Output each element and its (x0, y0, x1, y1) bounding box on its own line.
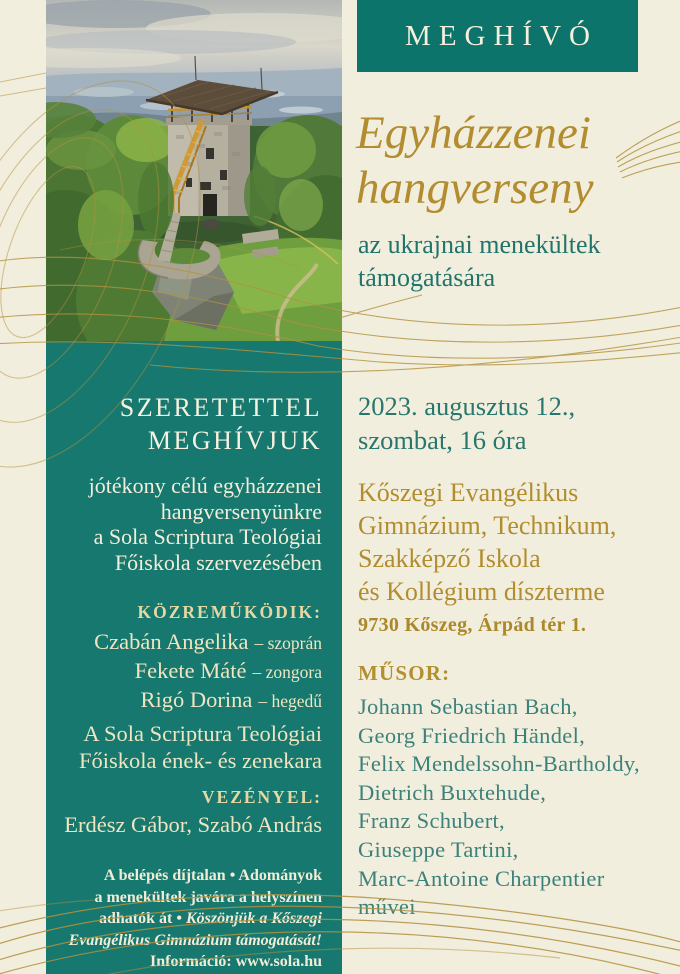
left-panel (46, 341, 342, 974)
concert-subtitle-line: az ukrajnai menekültek (358, 230, 601, 259)
invite-intro-line: hangversenyünkre (160, 498, 322, 524)
venue-line: Gimnázium, Technikum, (358, 511, 617, 540)
conductor-names: Erdész Gábor, Szabó András (64, 812, 322, 837)
event-date (358, 390, 676, 457)
program-list (358, 693, 676, 922)
contributor-row (94, 658, 322, 687)
tower-photo (46, 0, 342, 341)
admission-note-line: Evangélikus Gimnázium támogatását! (68, 931, 322, 949)
invite-intro-line: Főiskola szervezésében (114, 549, 322, 575)
invitation-badge (357, 0, 638, 72)
contributor-name: Czabán Angelika (94, 629, 249, 654)
conductor-label: VEZÉNYEL: (201, 787, 322, 807)
program-line: művei (358, 894, 416, 920)
program-line: Felix Mendelssohn-Bartholdy, (358, 751, 640, 777)
venue-line: Szakképző Iskola (358, 544, 541, 573)
admission-note-line: a menekültek javára a helyszínen (94, 888, 322, 906)
tower-photo-illustration (46, 0, 342, 341)
contributor-name: Rigó Dorina (140, 687, 253, 712)
program-line: Marc-Antoine Charpentier (358, 865, 605, 891)
contributor-row (94, 687, 322, 716)
contributors-list (94, 629, 322, 716)
program-line: Georg Friedrich Händel, (358, 722, 586, 748)
invite-intro (89, 473, 322, 575)
ensemble-line: Főiskola ének- és zenekara (78, 747, 322, 773)
contributor-role: – hegedű (258, 691, 322, 711)
contributor-role: – szoprán (254, 633, 322, 653)
concert-title-line: Egyházzenei (356, 107, 591, 159)
concert-subtitle (358, 228, 674, 294)
invite-heading (120, 391, 322, 457)
concert-subtitle-line: támogatására (358, 263, 496, 292)
admission-note (69, 865, 322, 973)
venue-line: és Kollégium díszterme (358, 577, 605, 606)
admission-note-line: A belépés díjtalan • Adományok (103, 867, 322, 884)
contributor-role: – zongora (252, 662, 322, 682)
program-line: Giuseppe Tartini, (358, 836, 519, 862)
concert-title-line: hangverseny (356, 162, 594, 214)
venue-name (358, 476, 676, 608)
contributor-name: Fekete Máté (134, 658, 247, 683)
admission-note-line: adhatók át • Köszönjük a Kőszegi (99, 910, 322, 927)
program-line: Franz Schubert, (358, 808, 505, 834)
invite-intro-line: a Sola Scriptura Teológiai (93, 524, 322, 549)
contributor-row (94, 629, 322, 658)
invite-heading-line: MEGHÍVJUK (147, 426, 322, 455)
ensemble (79, 721, 322, 774)
event-details (358, 390, 676, 922)
invite-heading-line: SZERETETTEL (119, 393, 322, 422)
invite-intro-line: jótékony célú egyházzenei (88, 473, 322, 498)
concert-title (356, 106, 680, 216)
info-line: Információ: www.sola.hu (149, 953, 322, 970)
program-line: Dietrich Buxtehude, (358, 779, 547, 805)
contributors-label: KÖZREMŰKÖDIK: (137, 602, 322, 622)
event-date-line: szombat, 16 óra (358, 424, 527, 455)
program-line: Johann Sebastian Bach, (358, 694, 578, 719)
badge-label: MEGHÍVÓ (405, 19, 598, 52)
ensemble-line: A Sola Scriptura Teológiai (83, 721, 322, 746)
venue-line: Kőszegi Evangélikus (358, 478, 579, 507)
event-date-line: 2023. augusztus 12., (358, 391, 576, 421)
venue-address: 9730 Kőszeg, Árpád tér 1. (358, 614, 587, 636)
program-label: MŰSOR: (358, 661, 451, 685)
